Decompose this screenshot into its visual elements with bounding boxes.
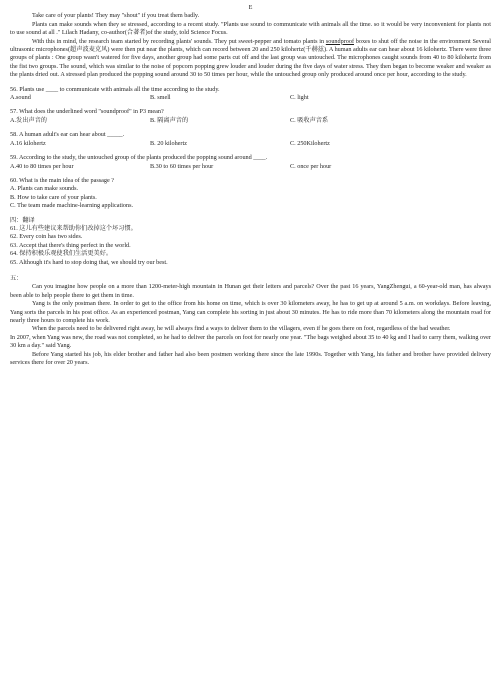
- question-stem: 58. A human adult's ear can hear about _____.: [10, 131, 125, 139]
- question-57: [10, 108, 491, 125]
- section-gap: [10, 267, 491, 275]
- translation-item: 65. Although it's hard to stop doing that, we should try our best.: [10, 258, 168, 266]
- option-a: A.sound: [10, 94, 31, 102]
- question-stem: 60. What is the main idea of the passage ?: [10, 176, 115, 184]
- translation-item: 62. Every coin has two sides.: [10, 233, 83, 241]
- section-5: [10, 275, 491, 367]
- question-56: [10, 86, 491, 103]
- option-c: C. 吸收声音系: [290, 116, 329, 124]
- underlined-word-soundproof: soundproof: [325, 37, 355, 45]
- option-a: A.40 to 80 times per hour: [10, 162, 74, 170]
- translation-item: 64. 保持积极乐观使我们生活更美好。: [10, 250, 113, 258]
- passage-letter: E: [248, 4, 253, 11]
- option-b: B. smell: [150, 94, 171, 102]
- question-options: [10, 117, 491, 125]
- option-b: B.30 to 60 times per hour: [150, 162, 214, 170]
- question-58: [10, 131, 491, 148]
- passage-para-1: Take care of your plants! They may "shout" if you treat them badly.: [32, 12, 200, 20]
- question-stem: 59. According to the study, the untouched group of the plants produced the popping sound around ____.: [10, 154, 268, 162]
- option-b: B. 隔离声音的: [150, 116, 189, 124]
- question-options: [10, 163, 491, 171]
- section-5-para-1: Can you imagine how people on a more than 1200-meter-high mountain in Hunan get their letters and parcels? Over the past 16 years, YangZhengui, a 60-year-old man, has always been able to help people there to get them in time.: [10, 283, 491, 299]
- section-5-para-2: Yang is the only postman there. In order to get to the office from his home on time, which is over 30 kilometers away, he has to get up at around 5 a.m. on workdays. Before leaving, Yang sorts the parcels in his post office. As an experienced postman, Yang can complete his sorting in just about 30 minutes. He has to ride more than 70 kilometers along the mountain road for nearly three hours to complete his work.: [10, 300, 491, 324]
- passage-para-3-rest: boxes to shut off the noise in the environment Several ultrasonic microphones(超声波麦克风) were then put near the plants, which can record between 20 and 250 kilohertz(千赫兹). A human adults ear can hear about 16 kilohertz. There were three groups of plants : One group wasn't watered for five days, another group had some parts cut off and the last group was untouched. The microphones caught sounds from 40 to 80 kilohertz from the fist two groups. The sound, which was similar to the noise of popcorn popping grew louder and louder during the five days of water stress. They then began to become weaker and weaker as the plants dried out. A stressed plan produced the popping sound around 30 to 50 times per hour, while the untouched group only produced around once per hour, according to the study.: [10, 37, 492, 79]
- question-options: [10, 140, 491, 148]
- question-options: [10, 94, 491, 102]
- option-b: B. How to take care of your plants.: [10, 193, 97, 201]
- option-b: B. 20 kilohertz: [150, 139, 187, 147]
- passage-para-3: [10, 38, 491, 80]
- passage-para-3-start: With this in mind, the research team started by recording plants' sounds. They put sweet-pepper and tomato plants in: [32, 37, 326, 45]
- section-5-para-3: When the parcels need to be delivered right away, he will always find a ways to deliver them to the villagers, even if he goes there on foot, regardless of the bad weather.: [32, 325, 451, 333]
- option-a: A. Plants can make sounds.: [10, 185, 79, 193]
- translation-item: 63. Accept that there's thing perfect in the world.: [10, 241, 131, 249]
- translation-section: [10, 217, 491, 267]
- option-c: C. light: [290, 94, 309, 102]
- option-c: C. 250Kilohertz: [290, 139, 330, 147]
- translation-item: 61. 这儿有些建议来帮助你们改掉这个坏习惯。: [10, 224, 137, 232]
- question-60: [10, 177, 491, 211]
- option-c: C. once per hour: [290, 162, 332, 170]
- passage-para-2: Plants can make sounds when they se stressed, according to a recent study. "Plants use sound to communicate with animals all the time. so it would be very inconvenient for plants not to use sound at all ." Lilach Hadany, co-author(合著者)of the study, told Science Focus.: [10, 20, 491, 37]
- question-59: [10, 154, 491, 171]
- section-5-para-4: In 2007, when Yang was new, the road was not completed, so he had to deliver the parcels on foot for nearly one year. "The bags weighed about 35 to 40 kg and I had to carry them, walking over 30 km a day." said Yang.: [10, 333, 491, 350]
- question-stem: 56. Plants use ____ to communicate with animals all the time according to the study.: [10, 85, 220, 93]
- question-stem: 57. What does the underlined word "soundproof" in P3 mean?: [10, 108, 164, 116]
- option-a: A.16 kilohertz: [10, 139, 46, 147]
- option-c: C. The team made machine-learning applications.: [10, 202, 134, 210]
- section-5-para-5: Before Yang started his job, his elder brother and father had also been postmen working there since the late 1990s. Together with Yang, his father and brother have provided delivery services there for over 20 years.: [10, 350, 491, 367]
- option-a: A.发出声音的: [10, 116, 47, 124]
- translation-title: 四：翻译: [10, 216, 35, 224]
- section-5-title: 五：: [10, 274, 23, 282]
